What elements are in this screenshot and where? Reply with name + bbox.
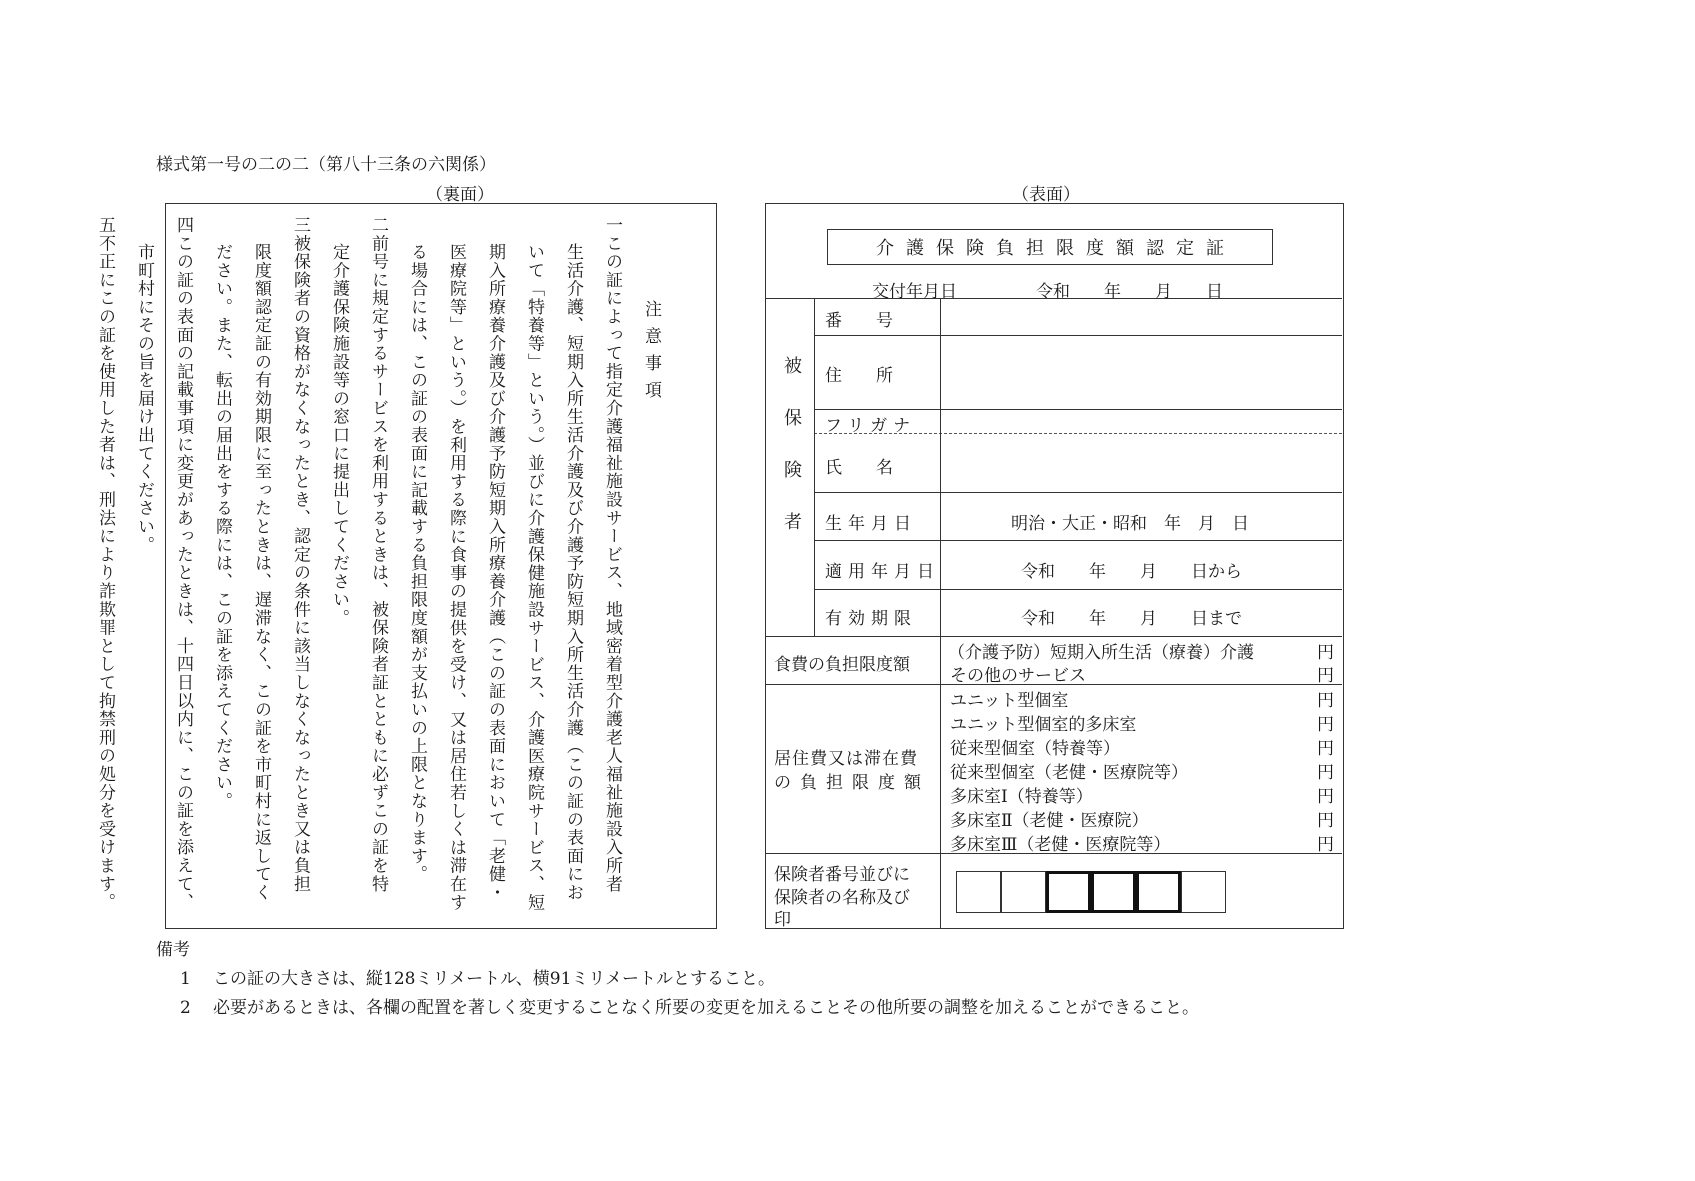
furigana-label: フリガナ (825, 416, 917, 436)
issue-date-label: 交付年月日 (872, 282, 957, 302)
insurer-label-1: 保険者番号並びに (774, 865, 910, 885)
residence-item-5: 多床室Ⅰ（特養等） 円 (950, 787, 1334, 807)
front-side-label: （表面） (1012, 185, 1080, 205)
apply-date-value: 令和 年 月 日から (1021, 562, 1242, 582)
notice-item-3-first: 三被保険者の資格がなくなったとき、認定の条件に該当しなくなったとき又は負担 (290, 216, 310, 894)
notice-item-3-rest: 限度額認定証の有効期限に至ったときは、遅滞なく、この証を市町村に返してください。また、転出の届出をする際には、この証を添えてください。 (212, 243, 271, 902)
notice-item-2-first: 二前号に規定するサービスを利用するときは、被保険者証とともに必ずこの証を特 (368, 216, 388, 894)
notice-item-1-first: 一この証によって指定介護福祉施設サービス、地域密着型介護老人福祉施設入所者 (602, 216, 622, 894)
food-limit-label: 食費の負担限度額 (774, 655, 910, 675)
birth-value: 明治・大正・昭和 年 月 日 (1011, 514, 1249, 534)
insurer-number-box-6[interactable] (1181, 871, 1226, 913)
food-item-1: （介護予防）短期入所生活（療養）介護 円 (948, 643, 1334, 663)
address-label: 住 所 (825, 366, 893, 386)
residence-item-1: ユニット型個室 円 (950, 691, 1334, 711)
residence-item-3: 従来型個室（特養等） 円 (950, 739, 1334, 759)
remark-item-1: 1 この証の大きさは、縦128ミリメートル、横91ミリメートルとすること。 (180, 969, 776, 989)
insurer-number-box-2[interactable] (1001, 871, 1046, 913)
apply-date-label: 適用年月日 (825, 562, 940, 582)
residence-item-6: 多床室Ⅱ（老健・医療院） 円 (950, 811, 1334, 831)
insurer-number-box-3[interactable] (1046, 871, 1091, 913)
residence-item-4: 従来型個室（老健・医療院等） 円 (950, 763, 1334, 783)
insured-label: 被保険者 (781, 356, 802, 564)
issue-date-value: 令和 年 月 日 (1036, 282, 1223, 302)
insurer-label-2: 保険者の名称及び (774, 888, 910, 908)
notice-item-5-first: 五不正にこの証を使用した者は、刑法により詐欺罪として拘禁刑の処分を受けます。 (95, 216, 115, 912)
insurer-number-box-1[interactable] (956, 871, 1001, 913)
certificate-panel (765, 203, 1344, 929)
insurer-label-3: 印 (774, 910, 791, 930)
form-title: 様式第一号の二の二（第八十三条の六関係） (156, 155, 496, 175)
insurer-number-box-5[interactable] (1136, 871, 1181, 913)
residence-limit-label-1: 居住費又は滞在費 (774, 749, 918, 769)
food-item-2: その他のサービス 円 (950, 666, 1334, 686)
notice-item-4-rest: 市町村にその旨を届け出てください。 (134, 243, 154, 555)
name-label: 氏 名 (825, 458, 893, 478)
back-side-label: （裏面） (426, 185, 494, 205)
expiry-value: 令和 年 月 日まで (1021, 609, 1242, 629)
birth-label: 生年月日 (825, 514, 917, 534)
expiry-label: 有効期限 (825, 609, 917, 629)
notice-text (85, 216, 670, 916)
residence-item-7: 多床室Ⅲ（老健・医療院等） 円 (950, 835, 1334, 855)
notice-panel (95, 203, 717, 929)
notice-heading: 注意事項 (641, 300, 661, 408)
certificate-title: 介護保険負担限度額認定証 (827, 229, 1273, 265)
remarks-heading: 備考 (156, 940, 190, 960)
number-label: 番 号 (825, 311, 893, 331)
notice-item-2-rest: 定介護保険施設等の窓口に提出してください。 (329, 243, 349, 628)
remark-item-2: 2 必要があるときは、各欄の配置を著しく変更することなく所要の変更を加えることその他所要の調整を加えることができること。 (180, 998, 1199, 1018)
notice-item-4-first: 四この証の表面の記載事項に変更があったときは、十四日以内に、この証を添えて、 (173, 216, 193, 912)
notice-item-1-rest: 生活介護、短期入所生活介護及び介護予防短期入所生活介護（この証の表面において「特養等」という。）並びに介護保健施設サービス、介護医療院サービス、短期入所療養介護及び介護予防短期入所療養介護（この証の表面において「老健・医療院等」という。）を利用する際に食事の提供を受け、又は居住若しくは滞在する場合には、この証の表面に記載する負担限度額が支払いの上限となります。 (407, 243, 583, 912)
residence-limit-label-2: の負担限度額 (774, 773, 930, 793)
residence-item-2: ユニット型個室的多床室 円 (950, 715, 1334, 735)
insurer-number-box-4[interactable] (1091, 871, 1136, 913)
